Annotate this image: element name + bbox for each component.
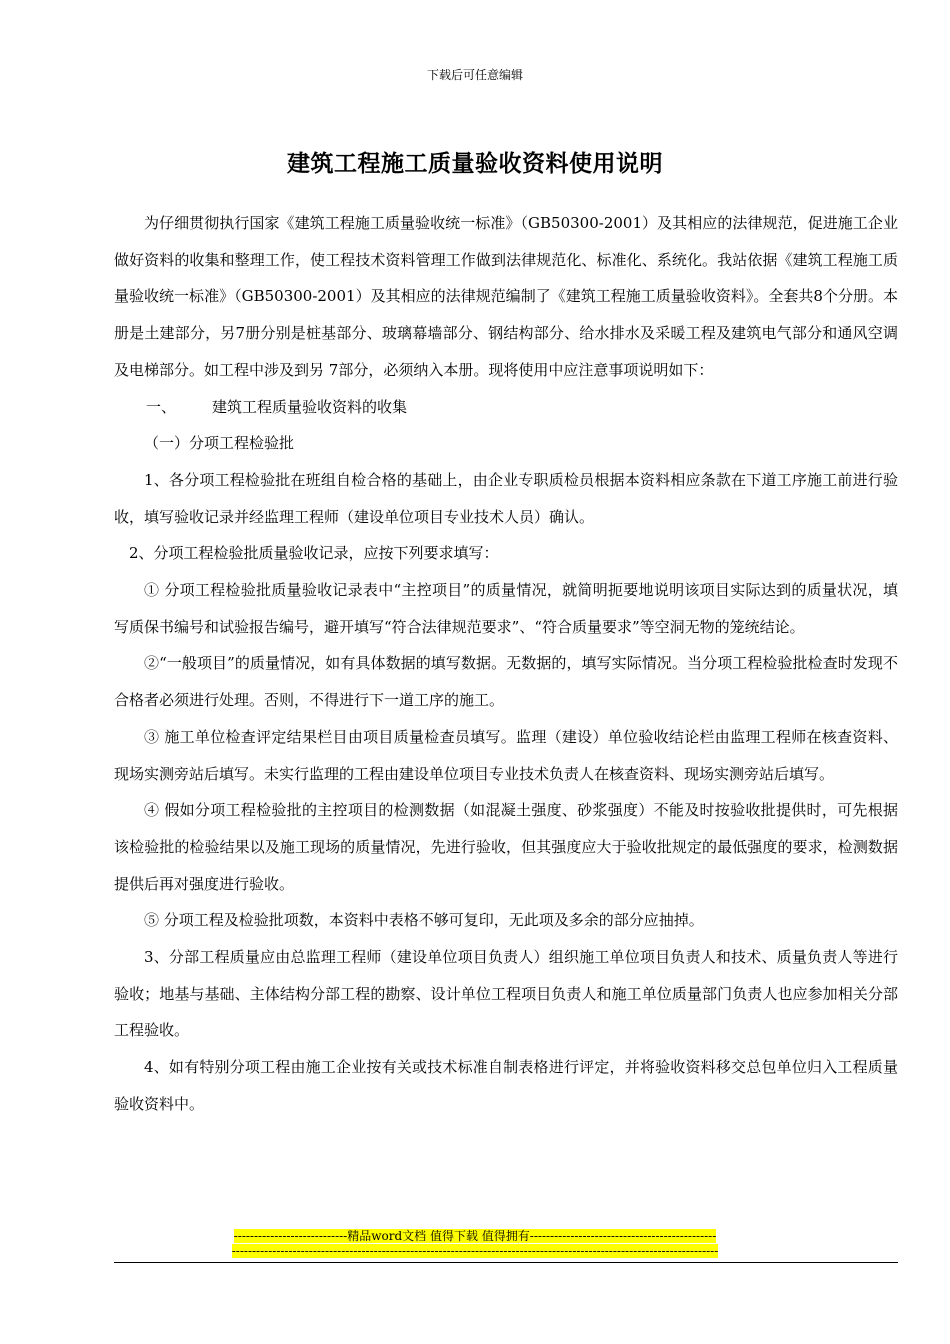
item-3: 3、分部工程质量应由总监理工程师（建设单位项目负责人）组织施工单位项目负责人和技术、质量负责人等进行验收；地基与基础、主体结构分部工程的勘察、设计单位工程项目负责人和施工单位质量部门负责人也应参加相关分部工程验收。 — [114, 948, 898, 1040]
item-2: 2、分项工程检验批质量验收记录，应按下列要求填写： — [129, 544, 499, 563]
footer-banner-line-1: ----------------------------精品word文档 值得下载 值得拥有---------------------------------------------- — [233, 1229, 717, 1243]
section-label: 建筑工程质量验收资料的收集 — [212, 397, 408, 416]
sub-item-2: ②“一般项目”的质量情况，如有具体数据的填写数据。无数据的，填写实际情况。当分项工程检验批检查时发现不合格者必须进行处理。否则，不得进行下一道工序的施工。 — [114, 654, 898, 710]
sub-item-1: ① 分项工程检验批质量验收记录表中“主控项目”的质量情况，就简明扼要地说明该项目实际达到的质量状况，填写质保书编号和试验报告编号，避开填写“符合法律规范要求”、“符合质量要求”等空洞无物的笼统结论。 — [114, 581, 898, 636]
footer-banner — [0, 1229, 950, 1259]
subsection-heading-1: （一）分项工程检验批 — [144, 434, 295, 453]
section-heading-1 — [114, 389, 898, 426]
section-number: 一、 — [146, 397, 177, 416]
sub-item-5: ⑤ 分项工程及检验批项数，本资料中表格不够可复印，无此项及多余的部分应抽掉。 — [144, 911, 704, 930]
intro-paragraph: 为仔细贯彻执行国家《建筑工程施工质量验收统一标准》（GB50300-2001）及其相应的法律规范，促进施工企业做好资料的收集和整理工作，使工程技术资料管理工作做到法律规范化、标准化、系统化。我站依据《建筑工程施工质量验收统一标准》（GB50300-2001）及其相应的法律规范编制了《建筑工程施工质量验收资料》。全套共8个分册。本册是土建部分，另7册分别是桩基部分、玻璃幕墙部分、钢结构部分、给水排水及采暖工程及建筑电气部分和通风空调及电梯部分。如工程中涉及到另 7部分，必须纳入本册。现将使用中应注意事项说明如下： — [114, 214, 898, 379]
footer-rule — [114, 1262, 898, 1263]
header-note: 下载后可任意编辑 — [426, 68, 523, 82]
document-title: 建筑工程施工质量验收资料使用说明 — [287, 150, 663, 177]
document-body — [114, 205, 898, 1123]
sub-item-4: ④ 假如分项工程检验批的主控项目的检测数据（如混凝土强度、砂浆强度）不能及时按验收批提供时，可先根据该检验批的检验结果以及施工现场的质量情况，先进行验收，但其强度应大于验收批规定的最低强度的要求，检测数据提供后再对强度进行验收。 — [114, 801, 898, 893]
footer-banner-line-2: ------------------------------------------------------------------------------------------------------------------------ — [231, 1244, 719, 1258]
sub-item-3: ③ 施工单位检查评定结果栏目由项目质量检查员填写。监理（建设）单位验收结论栏由监理工程师在核查资料、现场实测旁站后填写。未实行监理的工程由建设单位项目专业技术负责人在核查资料、现场实测旁站后填写。 — [114, 727, 898, 783]
item-4: 4、如有特别分项工程由施工企业按有关或技术标准自制表格进行评定，并将验收资料移交总包单位归入工程质量验收资料中。 — [114, 1058, 898, 1113]
item-1: 1、各分项工程检验批在班组自检合格的基础上，由企业专职质检员根据本资料相应条款在下道工序施工前进行验收，填写验收记录并经监理工程师（建设单位项目专业技术人员）确认。 — [114, 470, 898, 526]
